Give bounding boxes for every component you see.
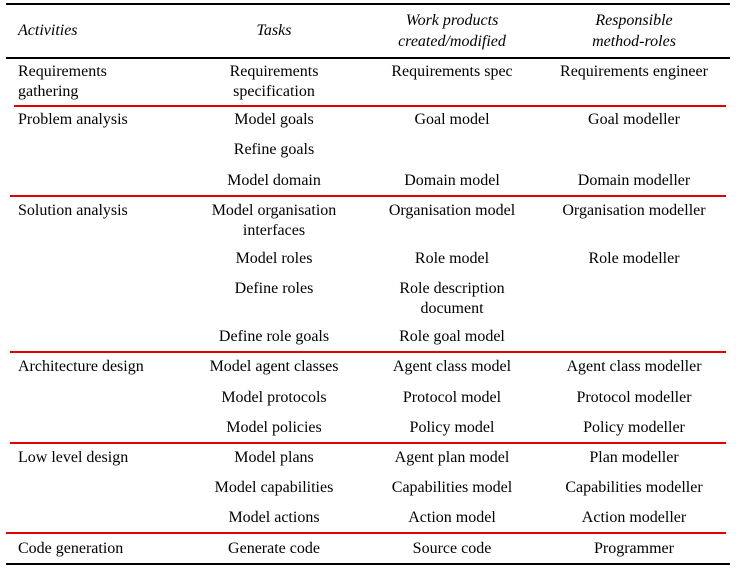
activity-cell-line1: Requirements [18, 63, 107, 80]
task-cell: Model actions [228, 509, 320, 526]
role-cell: Protocol modeller [576, 389, 692, 406]
task-cell: Define roles [234, 280, 314, 297]
task-cell: Model capabilities [214, 479, 334, 496]
task-cell: Model plans [234, 449, 314, 466]
header-tasks: Tasks [256, 22, 292, 39]
product-cell: Agent plan model [394, 449, 510, 466]
task-cell: Define role goals [218, 328, 330, 345]
activity-cell: Low level design [18, 449, 129, 466]
task-cell-line1: Model organisation [211, 202, 337, 219]
product-cell: Protocol model [402, 389, 502, 406]
role-cell: Goal modeller [588, 111, 680, 128]
task-cell: Model roles [235, 250, 313, 267]
group-separator [6, 532, 726, 534]
task-cell-line2: interfaces [242, 222, 306, 239]
role-cell: Capabilities modeller [565, 479, 703, 496]
header-roles-line1: Responsible [595, 12, 673, 29]
method-table [6, 0, 730, 573]
task-cell: Refine goals [233, 141, 315, 158]
activity-cell: Solution analysis [18, 202, 128, 219]
group-separator [10, 442, 726, 444]
role-cell: Role modeller [588, 250, 680, 267]
role-cell: Requirements engineer [560, 63, 708, 80]
product-cell: Action model [408, 509, 496, 526]
product-cell: Requirements spec [391, 63, 513, 80]
group-separator [14, 105, 726, 107]
product-cell: Organisation model [388, 202, 516, 219]
header-rule [6, 57, 730, 59]
product-cell: Policy model [409, 419, 495, 436]
product-cell: Agent class model [392, 358, 512, 375]
group-separator [10, 351, 726, 353]
table-top-rule [6, 3, 730, 5]
role-cell: Action modeller [581, 509, 687, 526]
activity-cell: Architecture design [18, 358, 144, 375]
role-cell: Agent class modeller [566, 358, 702, 375]
header-roles-line2: method-roles [592, 33, 676, 50]
product-cell: Role goal model [399, 328, 505, 345]
table-bottom-rule [6, 563, 730, 565]
group-separator [10, 195, 726, 197]
activity-cell: Problem analysis [18, 111, 128, 128]
role-cell: Policy modeller [583, 419, 685, 436]
product-cell: Capabilities model [391, 479, 513, 496]
header-work-products-line1: Work products [405, 12, 499, 29]
activity-cell-line2: gathering [18, 83, 79, 100]
role-cell: Plan modeller [589, 449, 679, 466]
task-cell: Model goals [234, 111, 314, 128]
product-cell: Domain model [404, 172, 500, 189]
role-cell: Programmer [594, 540, 674, 557]
task-cell: Model protocols [221, 389, 327, 406]
header-work-products-line2: created/modified [398, 33, 506, 50]
product-cell: Role model [414, 250, 490, 267]
header-activities: Activities [18, 22, 78, 39]
task-cell: Model domain [227, 172, 321, 189]
role-cell: Organisation modeller [562, 202, 706, 219]
task-cell: Generate code [228, 540, 320, 557]
product-cell: Source code [412, 540, 492, 557]
activity-cell: Code generation [18, 540, 124, 557]
product-cell-line2: document [420, 300, 484, 317]
task-cell-line1: Requirements [229, 63, 319, 80]
product-cell-line1: Role description [399, 280, 505, 297]
task-cell: Model agent classes [209, 358, 339, 375]
task-cell: Model policies [226, 419, 322, 436]
role-cell: Domain modeller [577, 172, 691, 189]
product-cell: Goal model [414, 111, 490, 128]
task-cell-line2: specification [233, 83, 315, 100]
